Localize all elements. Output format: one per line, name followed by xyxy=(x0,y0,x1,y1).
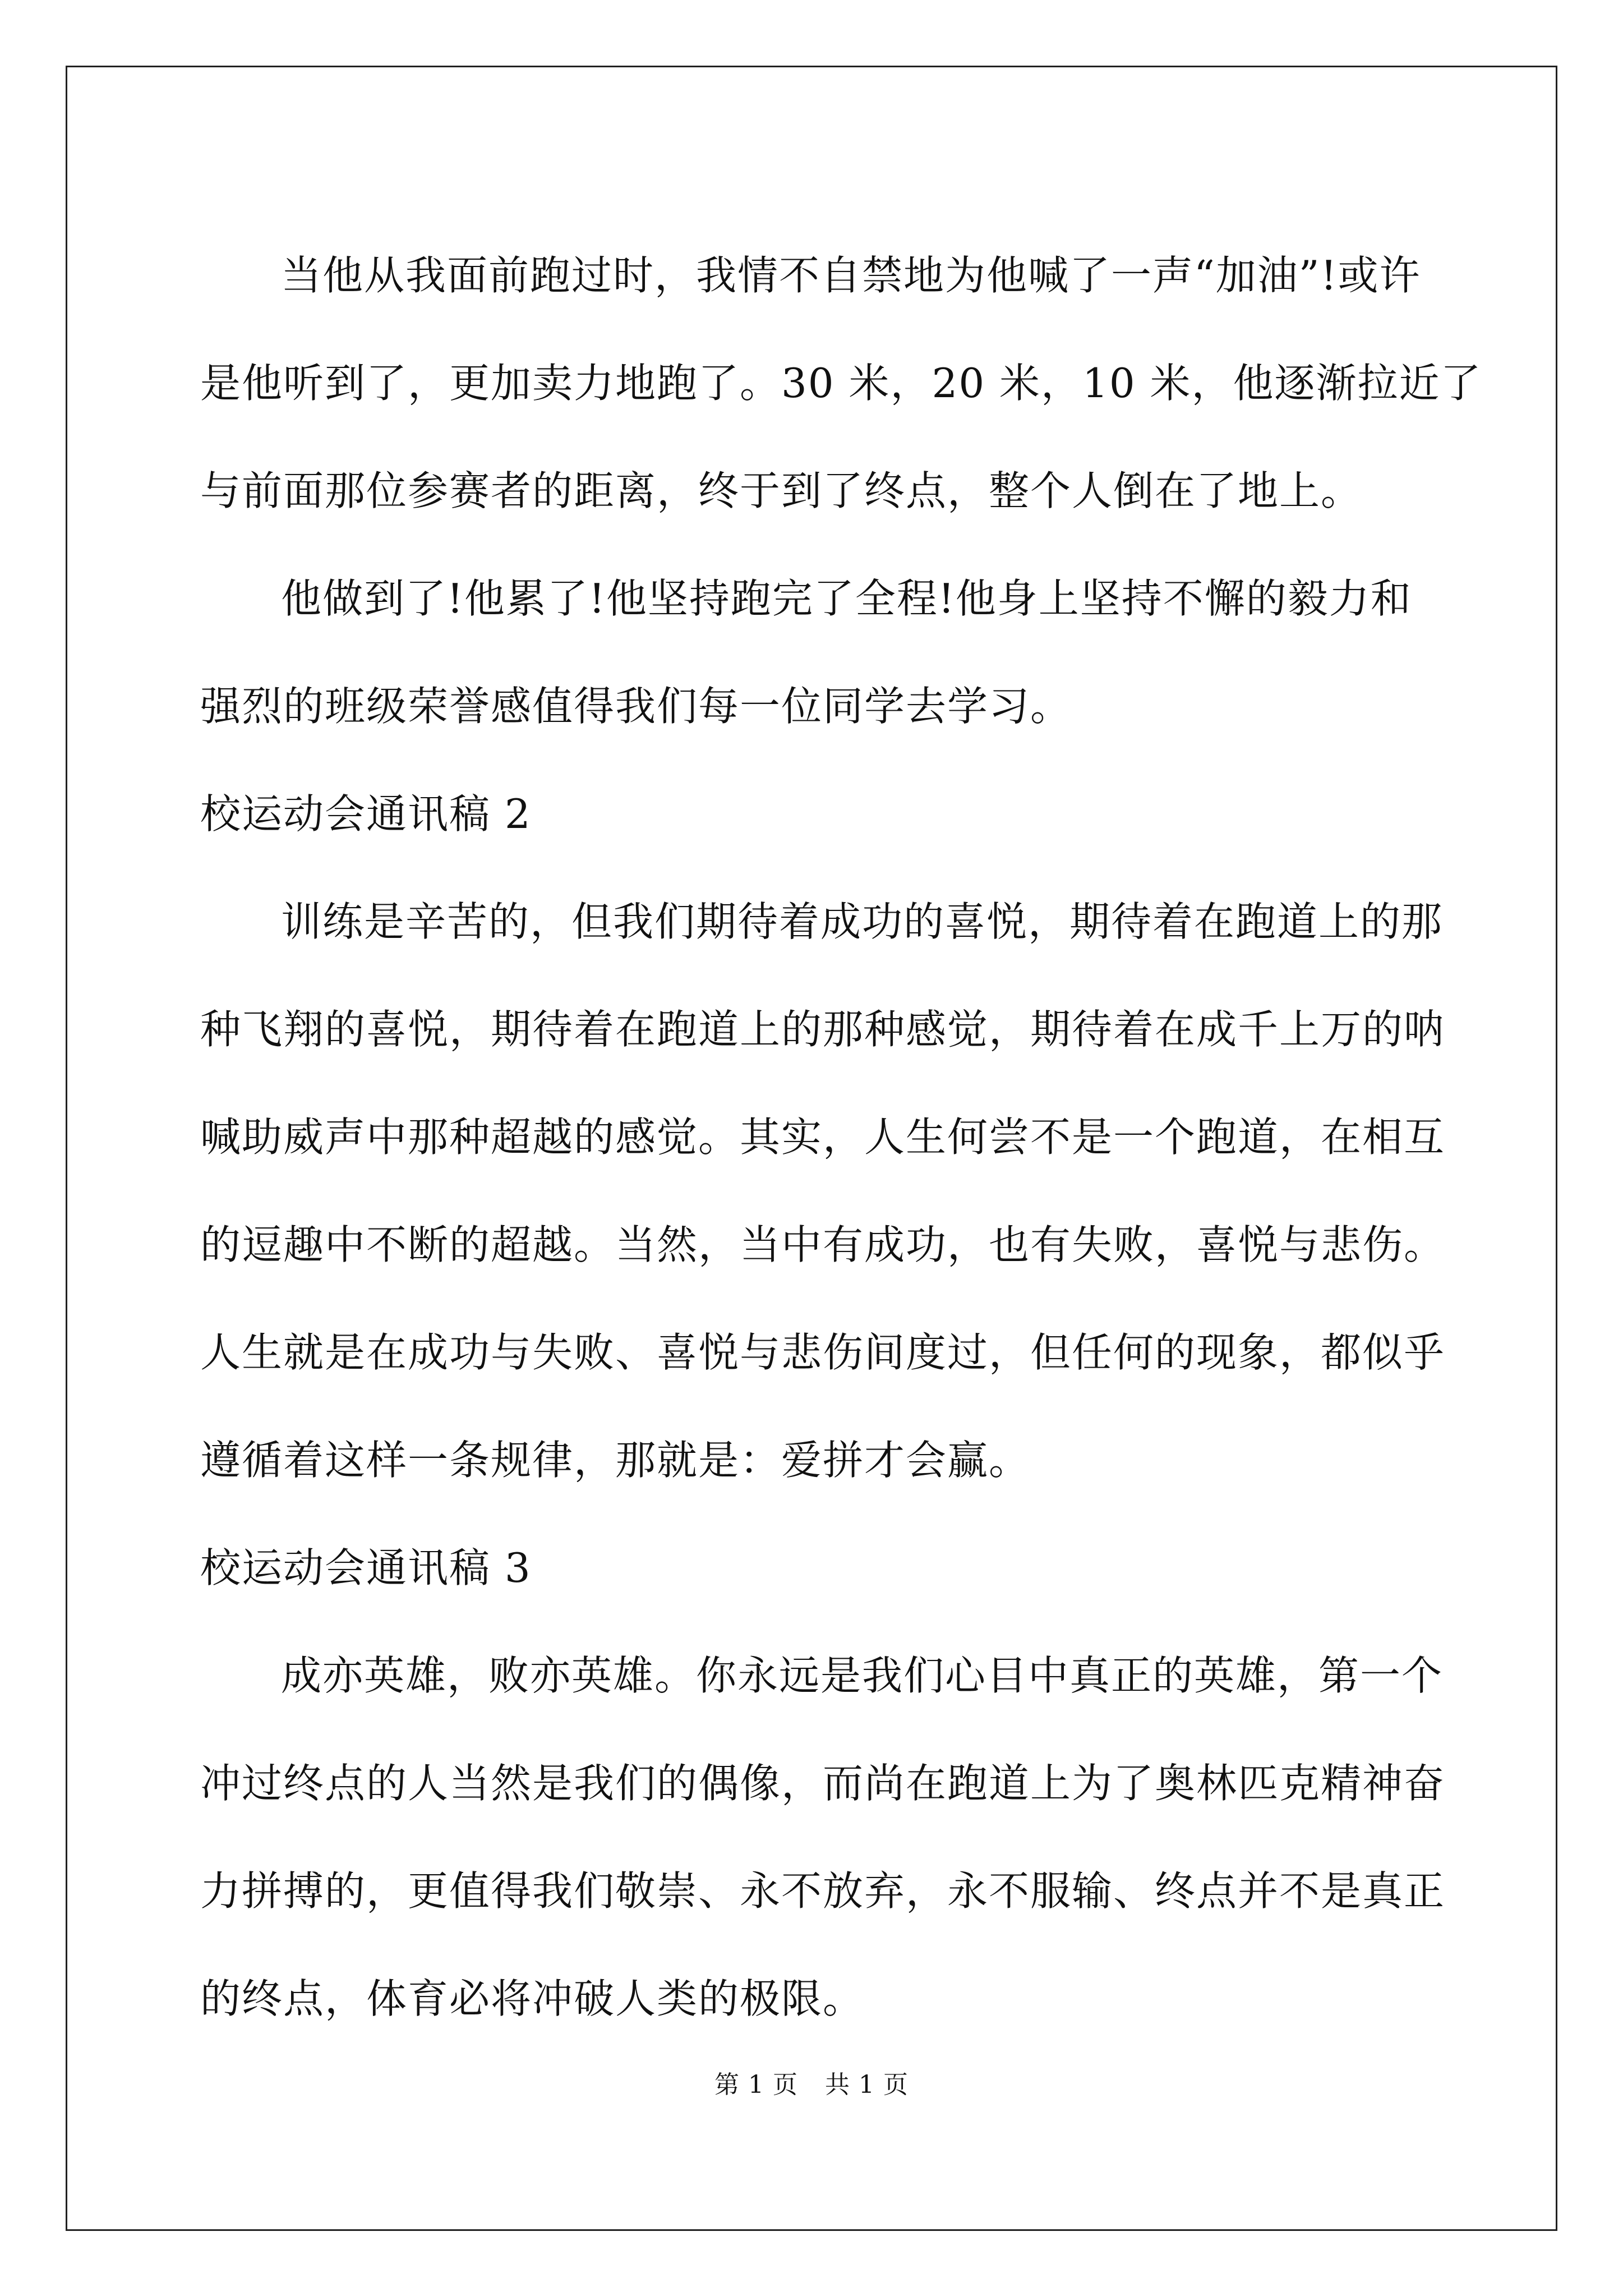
section-heading-3: 校运动会通讯稿 3 xyxy=(200,1544,532,1591)
paragraph-line: 力拼搏的，更值得我们敬崇、永不放弃，永不服输、终点并不是真正 xyxy=(200,1867,1446,1915)
paragraph-1 xyxy=(200,222,1482,545)
paragraph-line: 训练是辛苦的，但我们期待着成功的喜悦，期待着在跑道上的那 xyxy=(281,898,1444,945)
document-body xyxy=(200,222,1482,2053)
paragraph-line: 冲过终点的人当然是我们的偶像，而尚在跑道上为了奥林匹克精神奋 xyxy=(200,1760,1446,1807)
paragraph-line: 的终点，体育必将冲破人类的极限。 xyxy=(200,1975,865,2022)
paragraph-line: 是他听到了，更加卖力地跑了。30 米，20 米，10 米，他逐渐拉近了 xyxy=(200,360,1482,407)
paragraph-3 xyxy=(200,868,1446,1514)
page-number: 第 1 页 xyxy=(714,2070,798,2099)
paragraph-line: 成亦英雄，败亦英雄。你永远是我们心目中真正的英雄，第一个 xyxy=(281,1652,1444,1699)
page-footer xyxy=(0,2064,1623,2100)
paragraph-line: 的逗趣中不断的超越。当然，当中有成功，也有失败，喜悦与悲伤。 xyxy=(200,1221,1446,1268)
paragraph-line: 种飞翔的喜悦，期待着在跑道上的那种感觉，期待着在成千上万的呐 xyxy=(200,1006,1446,1053)
paragraph-line: 与前面那位参赛者的距离，终于到了终点，整个人倒在了地上。 xyxy=(200,467,1363,514)
page-total: 共 1 页 xyxy=(825,2070,909,2099)
paragraph-line: 当他从我面前跑过时，我情不自禁地为他喊了一声“加油”!或许 xyxy=(281,252,1421,299)
paragraph-line: 喊助威声中那种超越的感觉。其实，人生何尝不是一个跑道，在相互 xyxy=(200,1114,1446,1161)
paragraph-4 xyxy=(200,1622,1446,2053)
paragraph-line: 强烈的班级荣誉感值得我们每一位同学去学习。 xyxy=(200,683,1072,730)
paragraph-line: 遵循着这样一条规律，那就是：爱拼才会赢。 xyxy=(200,1437,1031,1484)
paragraph-line: 人生就是在成功与失败、喜悦与悲伤间度过，但任何的现象，都似乎 xyxy=(200,1329,1446,1376)
section-heading-2: 校运动会通讯稿 2 xyxy=(200,790,532,838)
paragraph-line: 他做到了!他累了!他坚持跑完了全程!他身上坚持不懈的毅力和 xyxy=(281,575,1412,622)
paragraph-2 xyxy=(200,545,1434,760)
